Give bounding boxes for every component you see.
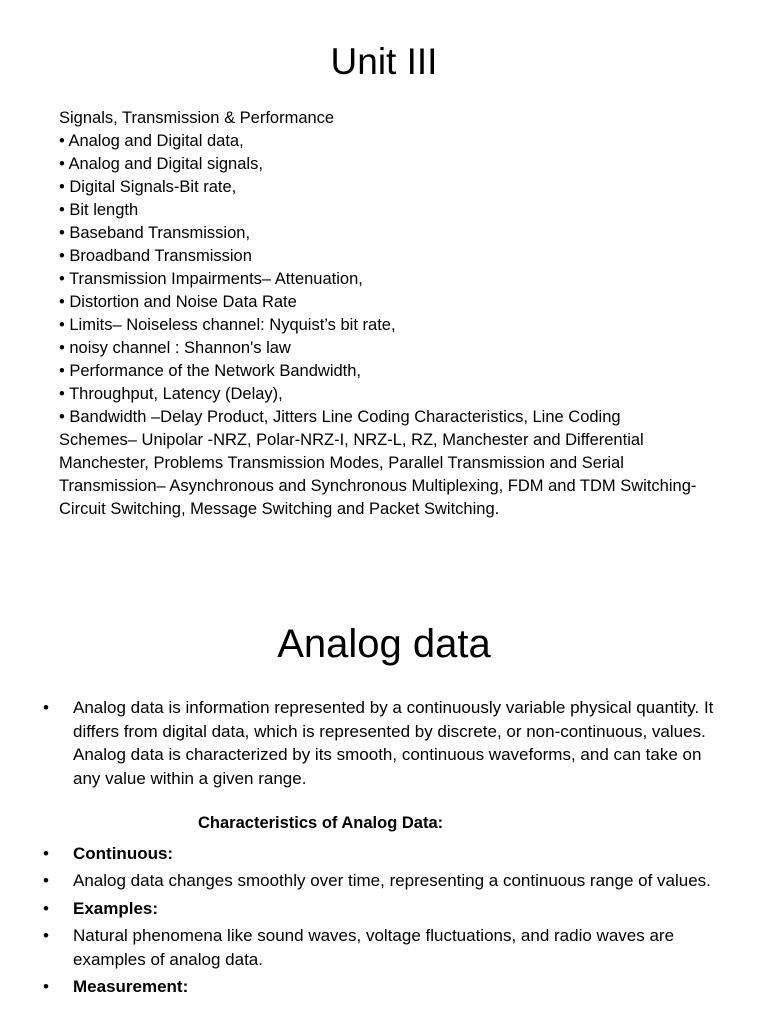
characteristic-bullet: [43, 869, 723, 893]
topic-item: • Baseband Transmission,: [59, 224, 251, 242]
unit-topics-list: [59, 107, 699, 521]
slide-analog-data: [0, 590, 768, 1024]
topic-item-long: • Bandwidth –Delay Product, Jitters Line Coding Characteristics, Line Coding Schemes– Unipolar -NRZ, Polar-NRZ-I, NRZ-L, RZ, Manchester and Differential Manchester, Problems Transmission Modes, Parallel Transmission and Serial Transmission– Asynchronous and Synchronous Multiplexing, FDM and TDM Switching-Circuit Switching, Message Switching and Packet Switching.: [59, 408, 697, 518]
slide-title-analog-data: Analog data: [277, 622, 491, 666]
definition-text: Analog data is information represented by a continuously variable physical quantity. It differs from digital data, which is represented by discrete, or non-continuous, values. Analog data is characterized by its smooth, continuous waveforms, and can take on any value within a given range.: [73, 698, 714, 788]
analog-data-content: [43, 696, 723, 1003]
unit-intro-line: Signals, Transmission & Performance: [59, 109, 335, 127]
topic-item: • noisy channel : Shannon's law: [59, 339, 291, 357]
topic-item: • Analog and Digital signals,: [59, 155, 263, 173]
topic-item: • Limits– Noiseless channel: Nyquist’s bit rate,: [59, 316, 396, 334]
bullet-dot: •: [43, 871, 49, 890]
bullet-dot: •: [43, 698, 49, 717]
characteristic-bullet: [43, 924, 723, 971]
topic-item: • Throughput, Latency (Delay),: [59, 385, 283, 403]
characteristic-bullet: [43, 897, 723, 921]
characteristic-text: Analog data changes smoothly over time, representing a continuous range of values.: [73, 871, 711, 890]
bullet-dot: •: [43, 898, 49, 918]
characteristic-label: Examples:: [73, 898, 159, 918]
bullet-dot: •: [43, 977, 49, 996]
topic-item: • Analog and Digital data,: [59, 132, 244, 150]
characteristics-heading: Characteristics of Analog Data:: [198, 814, 444, 832]
topic-item: • Transmission Impairments– Attenuation,: [59, 270, 363, 288]
slide-title-unit-iii: Unit III: [330, 41, 438, 82]
topic-item: • Bit length: [59, 201, 139, 219]
topic-item: • Performance of the Network Bandwidth,: [59, 362, 362, 380]
bullet-dot: •: [43, 843, 49, 863]
characteristic-label: Continuous:: [73, 843, 174, 863]
topic-item: • Digital Signals-Bit rate,: [59, 178, 237, 196]
characteristic-text: Natural phenomena like sound waves, voltage fluctuations, and radio waves are examples of analog data.: [73, 926, 675, 969]
characteristic-bullet: [43, 842, 723, 866]
characteristic-label: Measurement:: [73, 977, 189, 996]
bullet-dot: •: [43, 926, 49, 945]
topic-item: • Distortion and Noise Data Rate: [59, 293, 297, 311]
topic-item: • Broadband Transmission: [59, 247, 252, 265]
characteristic-bullet: [43, 975, 723, 999]
definition-bullet: [43, 696, 723, 790]
